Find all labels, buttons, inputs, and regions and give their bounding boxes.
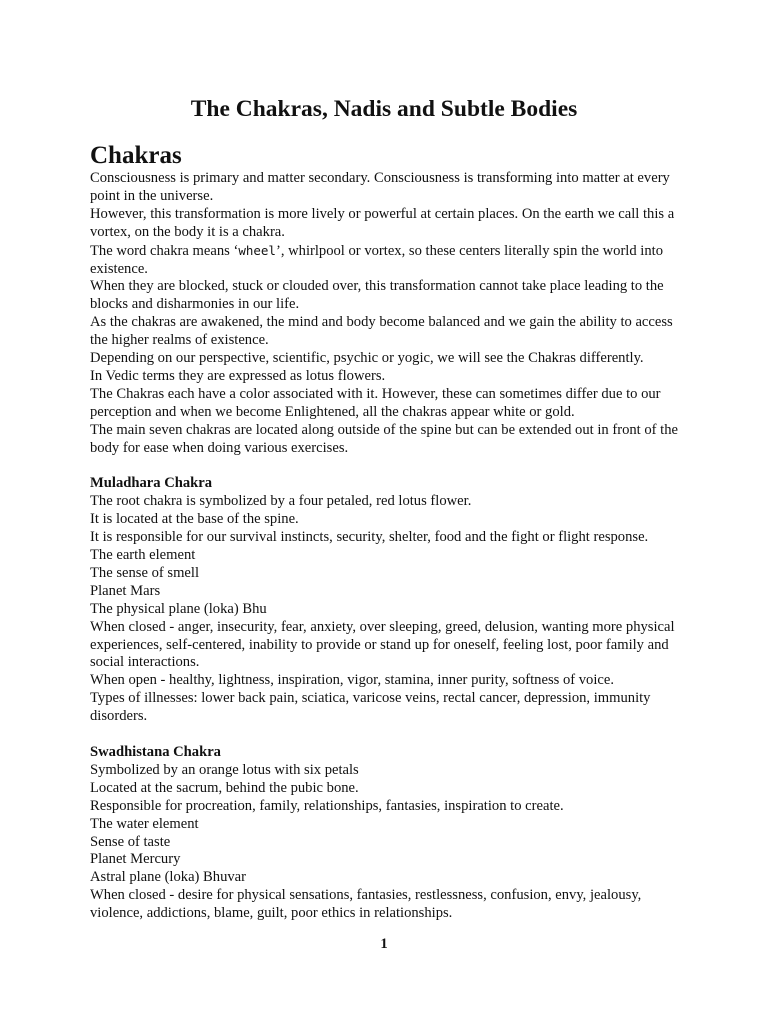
list-item: The water element [90,815,199,832]
blank-line [90,458,690,476]
list-item: Planet Mars [90,582,161,599]
list-item: It is responsible for our survival instincts, security, shelter, food and the fight or flight response. [90,529,649,546]
paragraph: The Chakras each have a color associated with it. However, these can sometimes differ due to our perception and when we become Enlightened, all the chakras appear white or gold. [90,385,661,420]
page-title: The Chakras, Nadis and Subtle Bodies [190,96,578,122]
list-item: When closed - anger, insecurity, fear, anxiety, over sleeping, greed, delusion, wanting more physical experiences, self-centered, inability to provide or stand up for oneself, feeling lost, poor family and social interactions. [90,618,675,671]
list-item: Located at the sacrum, behind the pubic bone. [90,779,359,796]
section-heading-muladhara: Muladhara Chakra [90,475,213,492]
list-item: The root chakra is symbolized by a four petaled, red lotus flower. [90,493,472,510]
paragraph: The main seven chakras are located along outside of the spine but can be extended out in front of the body for ease when doing various exercises. [90,421,679,456]
list-item: Symbolized by an orange lotus with six petals [90,761,359,778]
list-item: Sense of taste [90,833,171,850]
list-item: It is located at the base of the spine. [90,511,299,528]
list-item: Astral plane (loka) Bhuvar [90,869,247,886]
section-heading-chakras: Chakras [90,142,182,169]
paragraph: As the chakras are awakened, the mind and body become balanced and we gain the ability to access the higher realms of existence. [90,314,673,349]
list-item: When open - healthy, lightness, inspiration, vigor, stamina, inner purity, softness of voice. [90,672,615,689]
list-item: The sense of smell [90,564,200,581]
list-item: Planet Mercury [90,851,181,868]
paragraph: In Vedic terms they are expressed as lotus flowers. [90,367,386,384]
list-item: The earth element [90,547,196,564]
section-heading-swadhistana: Swadhistana Chakra [90,743,221,760]
paragraph-text: ’, whirlpool or vortex, so these centers literally spin the world into existence. [90,242,664,277]
paragraph: Depending on our perspective, scientific, psychic or yogic, we will see the Chakras differently. [90,350,644,367]
paragraph: Consciousness is primary and matter secondary. Consciousness is transforming into matter at every point in the universe. [90,170,670,204]
list-item: The physical plane (loka) Bhu [90,600,267,617]
list-item: When closed - desire for physical sensations, fantasies, restlessness, confusion, envy, jealousy, violence, addictions, blame, guilt, poor ethics in relationships. [90,887,642,922]
blank-line [90,726,690,744]
paragraph: However, this transformation is more lively or powerful at certain places. On the earth we call this a vortex, on the body it is a chakra. [90,205,675,240]
list-item: Types of illnesses: lower back pain, sciatica, varicose veins, rectal cancer, depression, immunity disorders. [90,690,651,725]
wheel-word: wheel [238,242,276,258]
document-body [90,142,690,923]
page-number: 1 [380,936,388,952]
paragraph [90,242,690,279]
list-item: Responsible for procreation, family, relationships, fantasies, inspiration to create. [90,797,564,814]
paragraph: When they are blocked, stuck or clouded over, this transformation cannot take place leading to the blocks and disharmonies in our life. [90,278,664,313]
paragraph-text: The word chakra means ‘ [90,242,239,259]
